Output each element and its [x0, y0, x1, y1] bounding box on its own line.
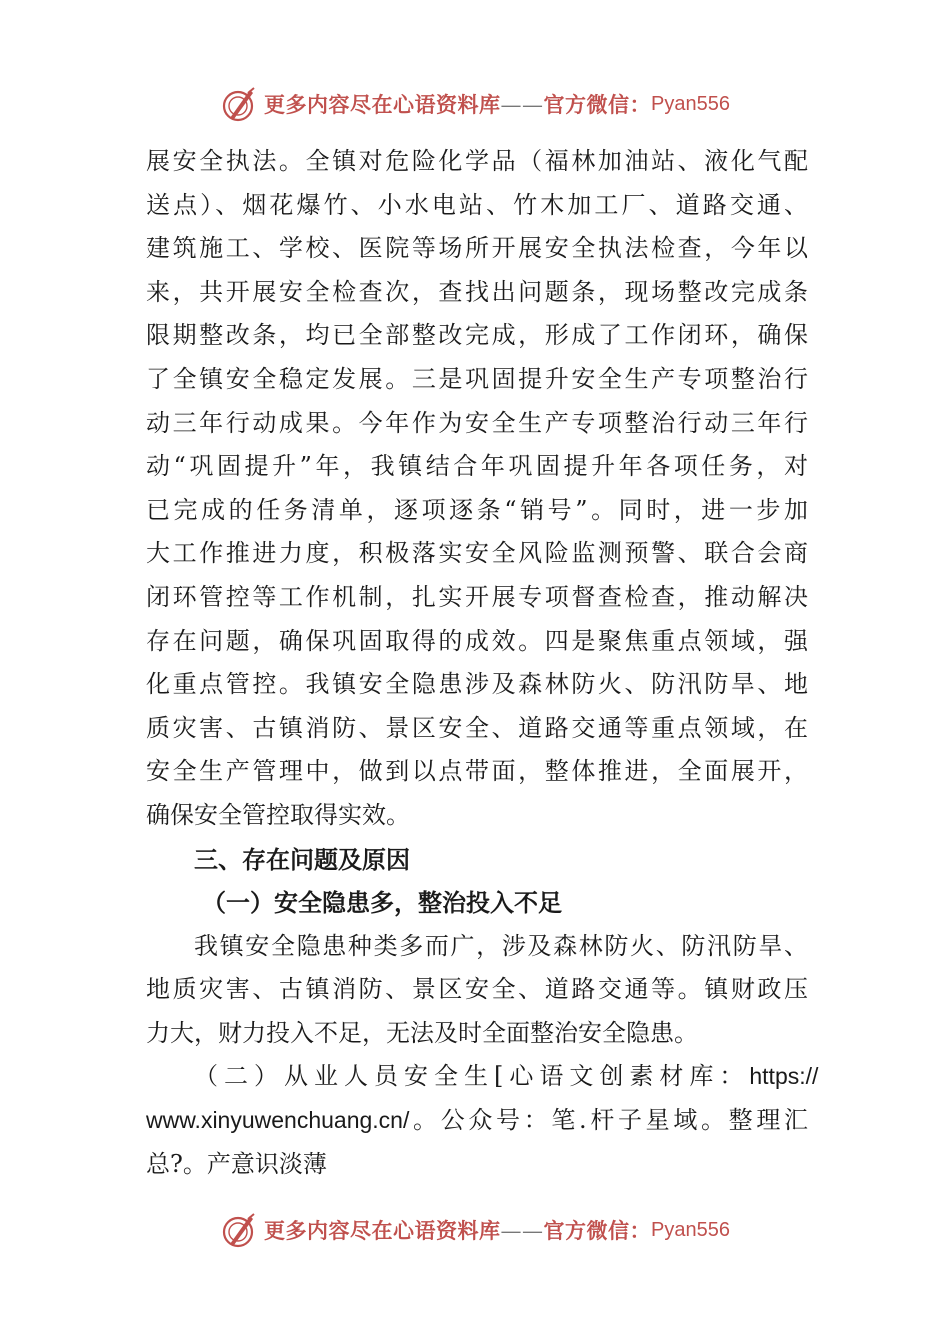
paragraph-line: 化重点管控。我镇安全隐患涉及森林防火、防汛防旱、地 — [146, 670, 808, 699]
inline-text: 。公众号：笔.杆子星域。整理汇 — [409, 1106, 808, 1135]
paragraph-line: 建筑施工、学校、医院等场所开展安全执法检查，今年以 — [146, 234, 808, 263]
subsection-heading: （一）安全隐患多，整治投入不足 — [202, 888, 562, 918]
url-text: https:// — [749, 1063, 819, 1090]
banner-text: 更多内容尽在心语资料库——官方微信： — [264, 1218, 652, 1243]
paragraph-line — [146, 1055, 819, 1099]
paragraph-line — [146, 1099, 808, 1143]
paragraph-line: 我镇安全隐患种类多而广，涉及森林防火、防汛防旱、 — [194, 931, 808, 960]
section-heading: 三、存在问题及原因 — [194, 844, 410, 874]
paragraph-line: 来，共开展安全检查次，查找出问题条，现场整改完成条 — [146, 277, 808, 306]
banner-text: 更多内容尽在心语资料库——官方微信： — [264, 92, 652, 117]
paragraph-line: 送点）、烟花爆竹、小水电站、竹木加工厂、道路交通、 — [146, 190, 808, 219]
subsection-text: （二）从业人员安全生[心语文创素材库： — [194, 1062, 750, 1091]
paragraph-line: 闭环管控等工作机制，扎实开展专项督查检查，推动解决 — [146, 582, 808, 611]
paragraph-line: 地质灾害、古镇消防、景区安全、道路交通等。镇财政压 — [146, 975, 808, 1004]
paragraph-line: 已完成的任务清单，逐项逐条“销号”。同时，进一步加 — [146, 495, 808, 524]
banner-wechat-id: Pyan556 — [651, 92, 730, 115]
paragraph-line: 质灾害、古镇消防、景区安全、道路交通等重点领域，在 — [146, 713, 808, 742]
quill-logo-icon — [220, 84, 260, 124]
top-banner — [0, 84, 950, 124]
url-text: www.xinyuwenchuang.cn/ — [146, 1107, 410, 1134]
document-body — [146, 140, 819, 1186]
paragraph-line: 力大，财力投入不足，无法及时全面整治安全隐患。 — [146, 1018, 698, 1047]
paragraph-line: 了全镇安全稳定发展。三是巩固提升安全生产专项整治行 — [146, 364, 808, 393]
paragraph-line: 限期整改条，均已全部整改完成，形成了工作闭环，确保 — [146, 321, 808, 350]
paragraph-line: 存在问题，确保巩固取得的成效。四是聚焦重点领域，强 — [146, 626, 808, 655]
paragraph-line: 安全生产管理中，做到以点带面，整体推进，全面展开， — [146, 757, 808, 786]
paragraph-line: 动“巩固提升”年，我镇结合年巩固提升年各项任务，对 — [146, 452, 808, 481]
quill-logo-icon — [220, 1210, 260, 1250]
paragraph-line: 总?。产意识淡薄 — [146, 1149, 327, 1178]
bottom-banner — [0, 1210, 950, 1250]
paragraph-line: 确保安全管控取得实效。 — [146, 800, 410, 829]
banner-wechat-id: Pyan556 — [651, 1218, 730, 1241]
paragraph-line: 大工作推进力度，积极落实安全风险监测预警、联合会商 — [146, 539, 808, 568]
paragraph-line: 展安全执法。全镇对危险化学品（福林加油站、液化气配 — [146, 147, 808, 175]
paragraph-line: 动三年行动成果。今年作为安全生产专项整治行动三年行 — [146, 408, 808, 437]
